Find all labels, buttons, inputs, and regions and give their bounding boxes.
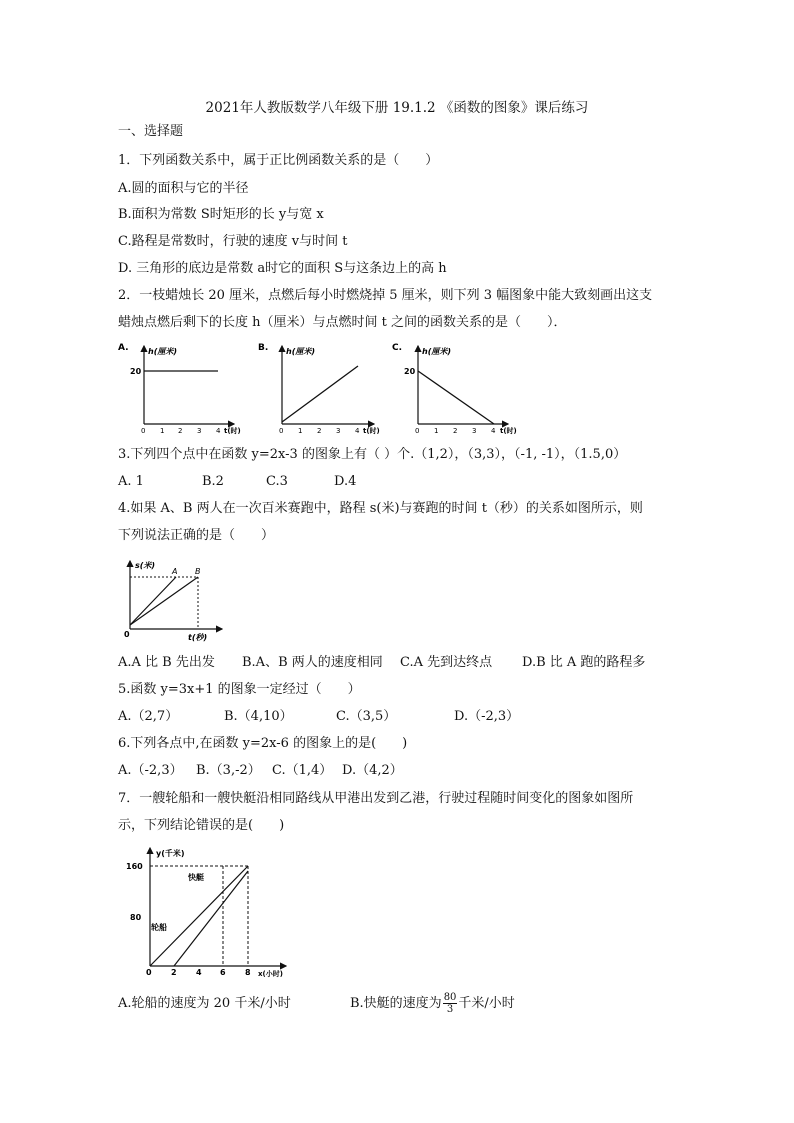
q5-option-d: D.（-2,3） [454, 709, 520, 724]
q1-option-a: A.圆的面积与它的半径 [118, 181, 249, 196]
q7-graph-y80: 80 [130, 913, 142, 922]
q2-graph-c-tick-2: 2 [453, 427, 458, 435]
q7-graph-tick-2: 2 [171, 968, 177, 977]
q2-graph-a-xlabel: t(时) [224, 427, 241, 435]
q3-options [118, 473, 356, 491]
q2-graph-b-tick-0: 0 [279, 427, 284, 435]
q7-graph-tick-4: 4 [196, 968, 202, 977]
q4-option-c: C.A 先到达终点 [400, 655, 493, 670]
q2-graph-c-tick-3: 3 [472, 427, 477, 435]
q7-graph-tick-8: 8 [245, 968, 251, 977]
q3-stem: 3.下列四个点中在函数 y=2x-3 的图象上有（ ）个.（1,2），（3,3），（-1, -1），（1.5,0） [118, 447, 627, 462]
q7-graph [116, 842, 292, 980]
q5-option-b: B.（4,10） [224, 709, 293, 724]
q3-option-a: A. 1 [118, 474, 144, 489]
q7-option-a: A.轮船的速度为 20 千米/小时 [118, 996, 291, 1011]
q4-option-b: B.A、B 两人的速度相同 [242, 655, 383, 670]
q4-graph-xlabel: t(秒) [188, 633, 208, 642]
q7-option-b-fraction [443, 992, 458, 1015]
q7-fraction-denominator: 3 [446, 1004, 454, 1015]
q7-option-b-suffix: 千米/小时 [458, 996, 515, 1011]
q6-option-d: D.（4,2） [342, 763, 403, 778]
q4-graph-ylabel: s(米) [135, 561, 156, 570]
q4-stem-line1: 4.如果 A、B 两人在一次百米赛跑中，路程 s(米)与赛跑的时间 t（秒）的关系如图所示，则 [118, 501, 643, 516]
q2-stem-line2: 蜡烛点燃后剩下的长度 h（厘米）与点燃时间 t 之间的函数关系的是（ ）． [118, 315, 567, 330]
q1-option-d: D. 三角形的底边是常数 a时它的面积 S与这条边上的高 h [118, 261, 447, 276]
q1-option-b: B.面积为常数 S时矩形的长 y与宽 x [118, 207, 324, 222]
q4-graph-line-a: A [172, 567, 178, 576]
q4-options [118, 654, 645, 672]
q2-graph-b-xlabel: t(时) [363, 427, 380, 435]
q2-graph-c-tick-0: 0 [415, 427, 420, 435]
q2-graph-a [118, 343, 241, 435]
q3-option-d: D.4 [334, 474, 357, 489]
q7-graph-tick-6: 6 [220, 968, 226, 977]
q2-graph-b-letter: B. [258, 343, 269, 353]
q7-graph-boat-label: 轮船 [151, 923, 167, 932]
q2-graph-c-tick-4: 4 [491, 427, 496, 435]
q6-option-a: A.（-2,3） [118, 763, 183, 778]
q5-stem: 5.函数 y=3x+1 的图象一定经过（ ） [118, 682, 361, 697]
q2-graph-b-tick-4: 4 [355, 427, 360, 435]
q4-graph-origin: 0 [124, 630, 130, 639]
q2-graph-c-y20: 20 [404, 367, 416, 376]
q2-graph-b-ylabel: h(厘米) [286, 347, 316, 356]
q2-graph-a-tick-2: 2 [178, 427, 183, 435]
q1-stem: 1．下列函数关系中，属于正比例函数关系的是（ ） [118, 153, 439, 168]
q2-graph-a-tick-0: 0 [141, 427, 146, 435]
q2-graph-b-tick-3: 3 [336, 427, 341, 435]
q2-graph-a-letter: A. [118, 343, 129, 353]
q7-graph-speedboat-label: 快艇 [188, 873, 204, 882]
q7-option-b-prefix: B.快艇的速度为 [350, 996, 442, 1011]
q2-graph-c [392, 343, 517, 435]
q7-graph-tick-0: 0 [146, 968, 152, 977]
q4-stem-line2: 下列说法正确的是（ ） [118, 528, 275, 543]
q1-option-c: C.路程是常数时，行驶的速度 v与时间 t [118, 234, 348, 249]
q2-graph-b-tick-2: 2 [317, 427, 322, 435]
q4-option-a: A.A 比 B 先出发 [118, 655, 215, 670]
q2-graph-b-tick-1: 1 [298, 427, 303, 435]
q2-graph-a-tick-1: 1 [160, 427, 165, 435]
q7-options [118, 992, 515, 1015]
q2-graph-a-tick-4: 4 [216, 427, 221, 435]
q2-graphs [112, 336, 532, 438]
q7-graph-y160: 160 [126, 862, 143, 871]
q6-option-c: C.（1,4） [272, 763, 333, 778]
q4-option-d: D.B 比 A 跑的路程多 [522, 655, 646, 670]
q2-graph-c-xlabel: t(时) [500, 427, 517, 435]
q4-graph [118, 557, 228, 643]
q2-graph-c-ylabel: h(厘米) [422, 347, 452, 356]
q5-option-c: C.（3,5） [336, 709, 397, 724]
q2-graph-a-y20: 20 [130, 367, 142, 376]
q2-graph-c-letter: C. [392, 343, 403, 353]
q6-option-b: B.（3,-2） [196, 763, 261, 778]
q2-graph-b [258, 343, 380, 435]
q3-option-c: C.3 [266, 474, 288, 489]
q2-graph-a-tick-3: 3 [197, 427, 202, 435]
q7-fraction-numerator: 80 [443, 992, 457, 1003]
q7-graph-ylabel: y(千米) [156, 849, 185, 858]
q2-graph-c-tick-1: 1 [434, 427, 439, 435]
q7-stem-line2: 示，下列结论错误的是( ) [118, 818, 285, 833]
q6-stem: 6.下列各点中,在函数 y=2x-6 的图象上的是( ) [118, 736, 408, 751]
page-title: 2021年人教版数学八年级下册 19.1.2 《函数的图象》课后练习 [205, 100, 589, 116]
q5-option-a: A.（2,7） [118, 709, 179, 724]
q3-option-b: B.2 [202, 474, 224, 489]
q2-stem-line1: 2．一枝蜡烛长 20 厘米，点燃后每小时燃烧掉 5 厘米，则下列 3 幅图象中能大致刻画出这支 [118, 288, 653, 303]
q7-graph-xlabel: x(小时) [258, 970, 283, 978]
q6-options [118, 762, 403, 780]
q7-stem-line1: 7．一艘轮船和一艘快艇沿相同路线从甲港出发到乙港，行驶过程随时间变化的图象如图所 [118, 791, 634, 806]
q5-options [118, 708, 519, 726]
q2-graph-a-ylabel: h(厘米) [148, 347, 178, 356]
section-heading: 一、选择题 [118, 124, 184, 139]
q4-graph-line-b: B [195, 567, 201, 576]
